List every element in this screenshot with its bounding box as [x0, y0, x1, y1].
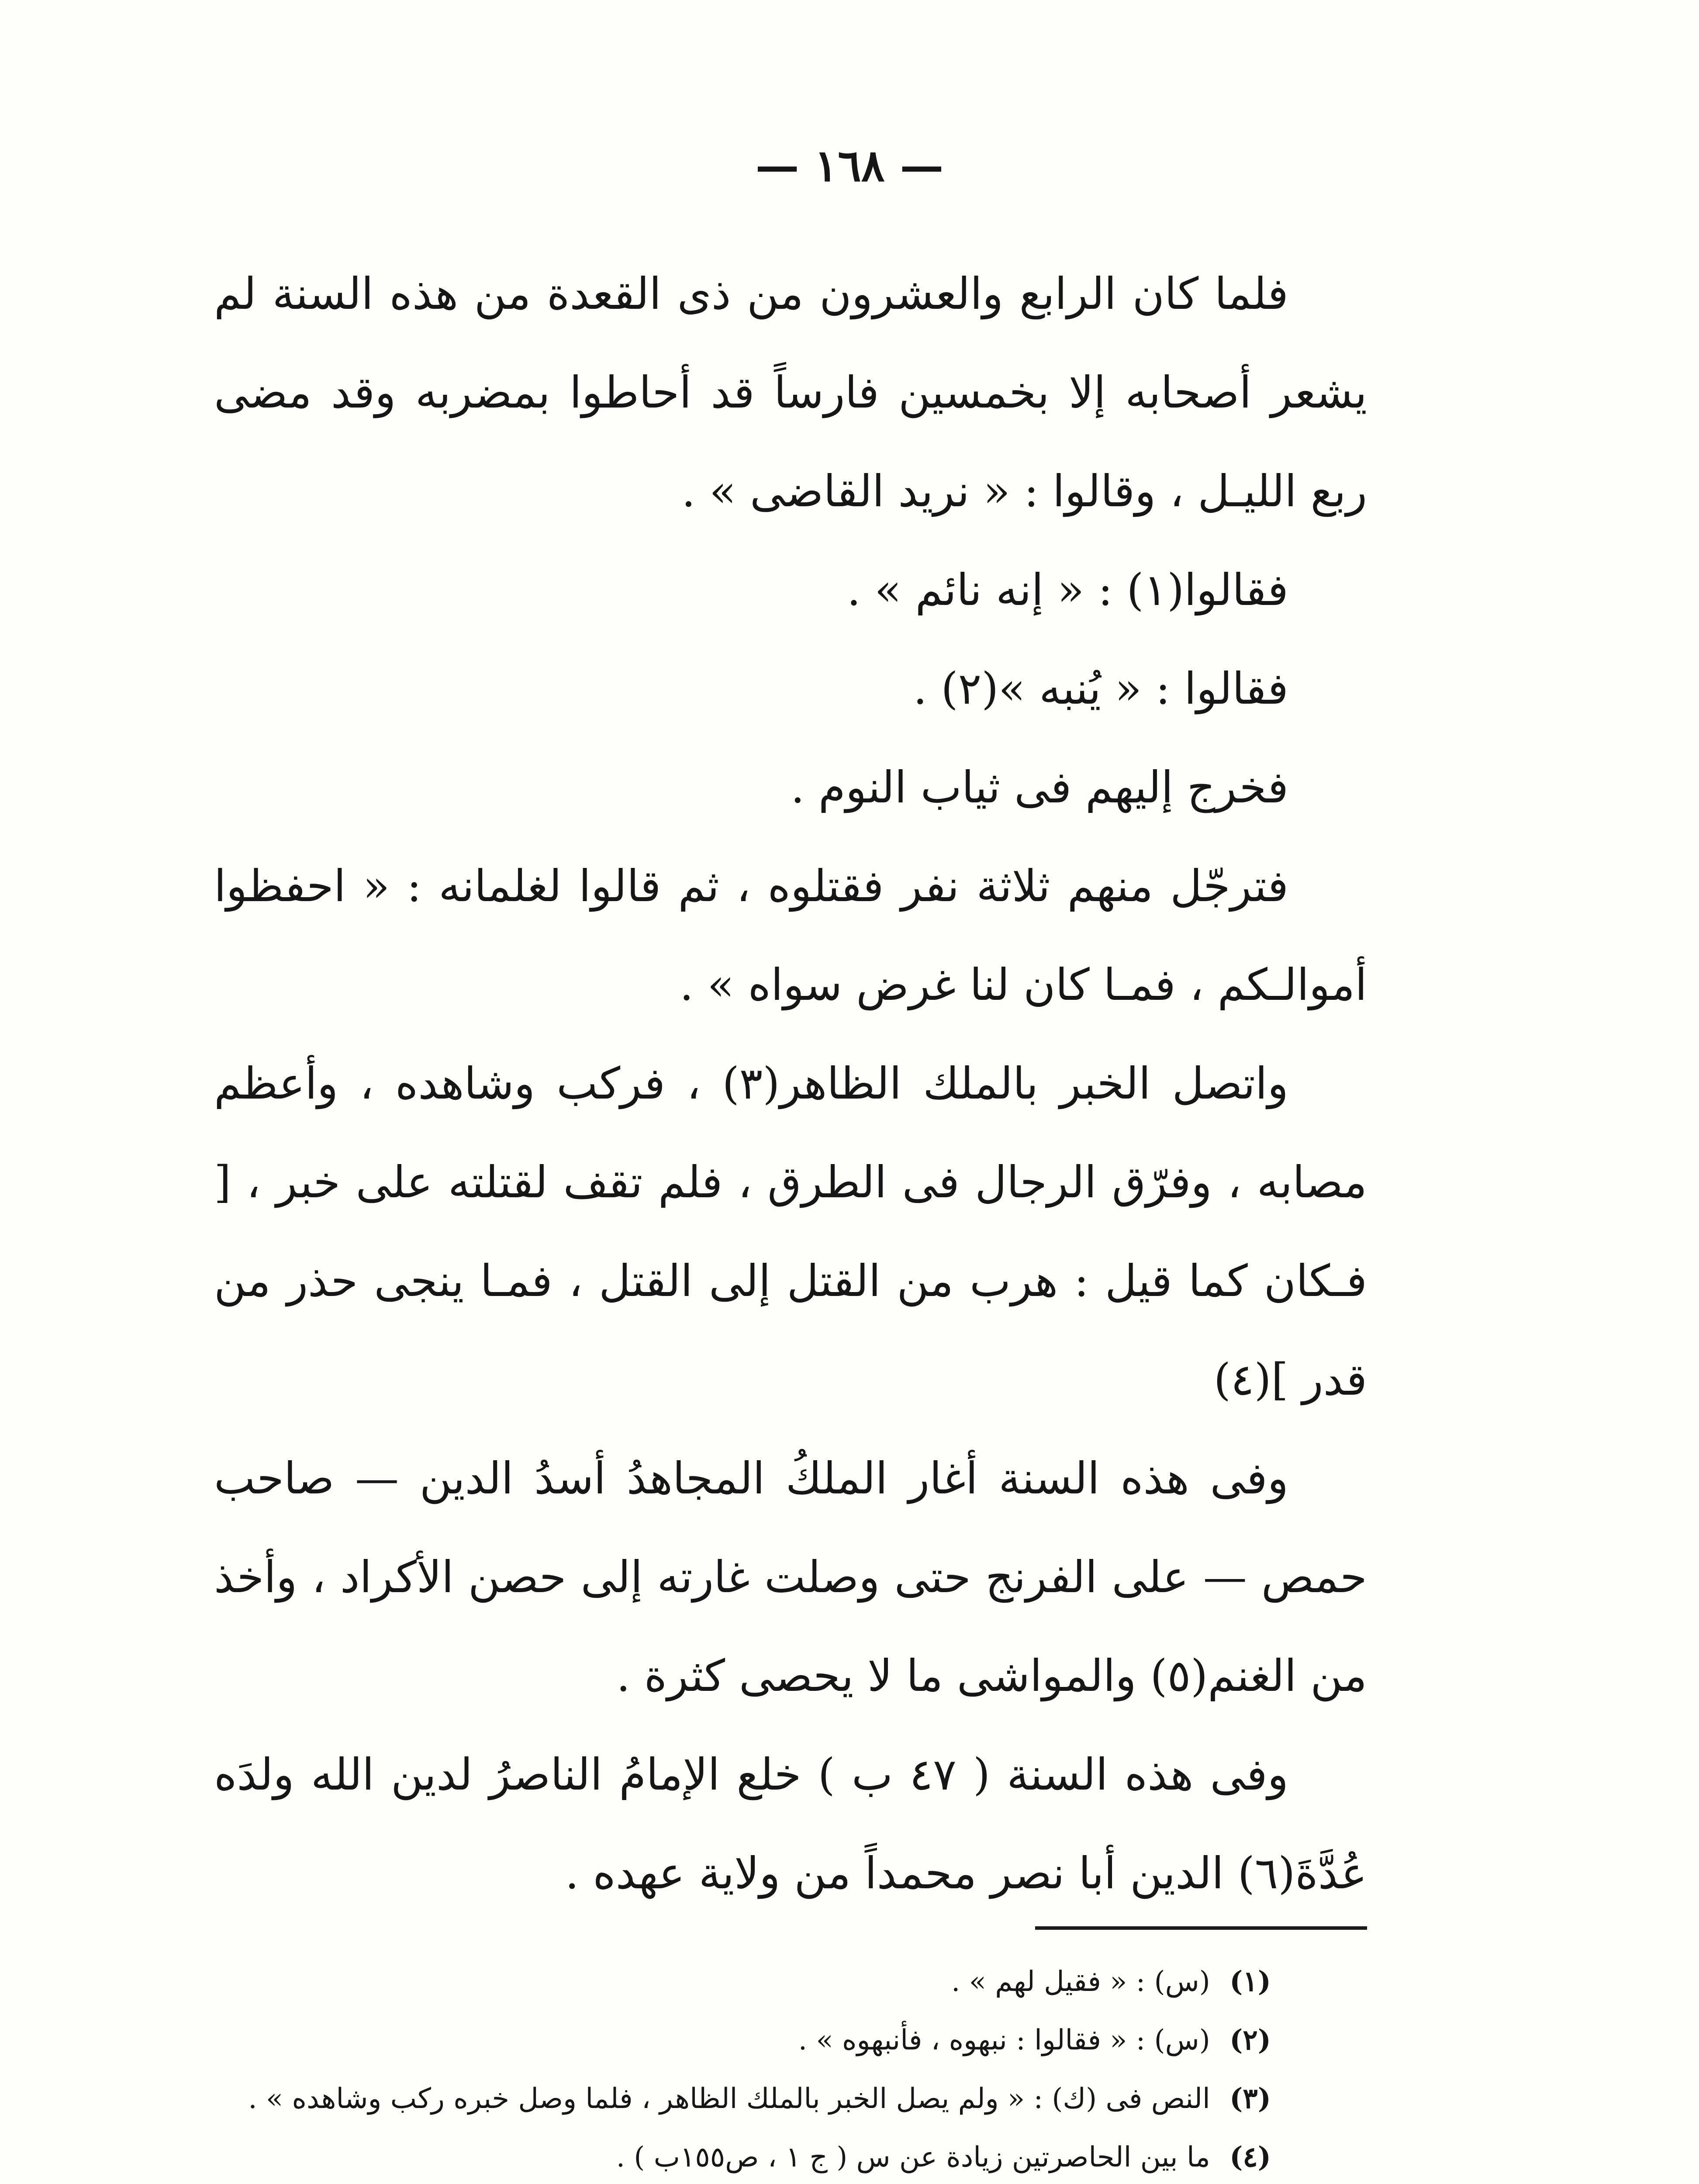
footnote-number: (٢) [1229, 2024, 1271, 2056]
paragraph: واتصل الخبر بالملك الظاهر(٣) ، فركب وشاهده ، وأعظم مصابه ، وفرّق الرجال فى الطرق ، فلم تقف لقتلته على خبر ، [ فـكان كما قيل : هرب من القتل إلى القتل ، فمـا ينجى حذر من قدر ](٤) [214, 1058, 1367, 1405]
paragraph: فقالوا : « يُنبه »(٢) . [913, 663, 1288, 714]
footnote-divider [1035, 1926, 1367, 1930]
paragraph: وفى هذه السنة ( ٤٧ ب ) خلع الإمامُ الناصرُ لدين الله ولدَه عُدَّةَ(٦) الدين أبا نصر محمداً من ولاية عهده . [214, 1749, 1367, 1899]
footnote-number: (٤) [1229, 2141, 1271, 2174]
page-number: — ١٦٨ — [755, 140, 944, 191]
footnote-number: (١) [1229, 1965, 1271, 1998]
footnote-text: النص فى (ك) : « ولم يصل الخبر بالملك الظاهر ، فلما وصل خبره ركب وشاهده » . [248, 2083, 1210, 2115]
footnote [214, 1952, 1271, 2011]
paragraph: فخرج إليهم فى ثياب النوم . [791, 762, 1288, 813]
body-text [214, 245, 1367, 1923]
footnote-text: ما بين الحاصرتين زيادة عن س ( ج ١ ، ص١٥٥ب ) . [616, 2141, 1210, 2174]
paragraph: فترجّل منهم ثلاثة نفر فقتلوه ، ثم قالوا لغلمانه : « احفظوا أموالـكم ، فمـا كان لنا غرض سواه » . [214, 860, 1367, 1010]
paragraph: وفى هذه السنة أغار الملكُ المجاهدُ أسدُ الدين — صاحب حمص — على الفرنج حتى وصلت غارته إلى حصن الأكراد ، وأخذ من الغنم(٥) والمواشى ما لا يحصى كثرة . [214, 1453, 1367, 1701]
footnote-number: (٣) [1229, 2082, 1271, 2115]
footnote [214, 2070, 1271, 2128]
footnote-text: (س) : « فقالوا : نبهوه ، فأنبهوه » . [798, 2024, 1210, 2056]
footnotes [214, 1952, 1271, 2184]
footnote [214, 2128, 1271, 2184]
footnote [214, 2011, 1271, 2070]
paragraph: فقالوا(١) : « إنه نائم » . [846, 564, 1288, 615]
paragraph: فلما كان الرابع والعشرون من ذى القعدة من هذه السنة لم يشعر أصحابه إلا بخمسين فارساً قد أحاطوا بمضربه وقد مضى ربع الليـل ، وقالوا : « نريد القاضى » . [214, 268, 1367, 517]
footnote-text: (س) : « فقيل لهم » . [951, 1966, 1210, 1998]
